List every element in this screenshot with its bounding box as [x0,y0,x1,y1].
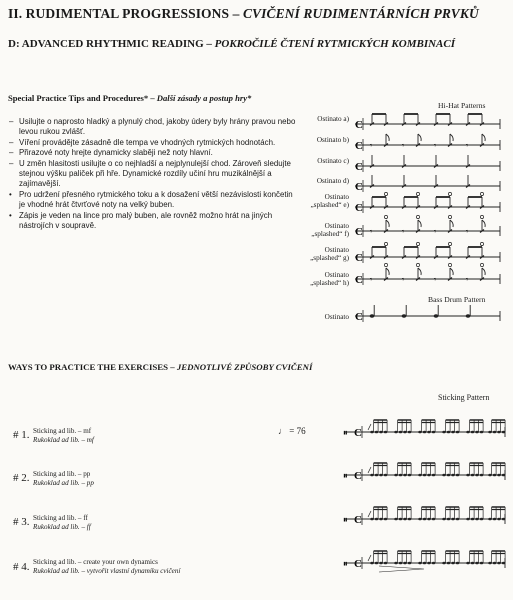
grace-note [368,555,371,561]
time-signature-c: C [355,181,363,193]
exercise-line-cz: Rukoklad ad lib. – ff [33,522,91,531]
subtitle-translation: POKROČILÉ ČTENÍ RYTMICKÝCH KOMBINACÍ [214,38,455,50]
eighth-rest: 𝄾 [466,227,469,236]
grace-note [368,424,371,430]
eighth-rest: 𝄾 [370,141,373,150]
splash-marker [416,263,419,266]
time-signature-c: C [355,140,363,152]
time-signature-c: C [355,226,363,238]
splash-marker [416,215,419,218]
note-flag [450,134,453,141]
ways-title-cz: JEDNOTLIVÉ ZPŮSOBY CVIČENÍ [176,362,313,372]
note-flag [418,268,421,275]
eighth-rest: 𝄾 [466,275,469,284]
tip-text: Usilujte o naprosto hladký a plynulý chod, jakoby údery byly hrány pravou nebo levou rukou zvlášť. [19,117,296,137]
tip-text: U změn hlasitosti usilujte o co nejhladší a nejplynulejší chod. Zároveň sledujte stejnou výšku paliček při hře. Dynamické rozdíly učiní hru muzikálnější a zajímavější. [19,158,291,189]
exercise-number-3: # 3. [13,516,30,528]
grace-note [368,511,371,517]
eighth-rest: 𝄾 [402,141,405,150]
grace-note [368,467,371,473]
percussion-clef: 𝄥 [344,559,347,569]
exercise-line-cz: Rukoklad ad lib. – mf [33,435,94,444]
splash-marker [384,192,387,195]
splash-marker [480,263,483,266]
percussion-clef: 𝄥 [344,428,347,438]
title-main: II. RUDIMENTAL PROGRESSIONS [8,6,230,21]
tip-item: • Pro udržení přesného rytmického toku a k dosažení větší nezávislosti končetin je vhodné hrát čtvrťové noty na velký buben. [9,189,293,210]
subtitle-dash: – [203,38,215,50]
note-flag [482,268,485,275]
note-flag [418,134,421,141]
ostinato-label-b: Ostinato b) [316,136,349,144]
time-signature-c: C [355,119,363,131]
tips-title-en: Special Practice Tips and Procedures* [8,93,149,103]
ostinato-label-h: Ostinato „splashed“ h) [310,271,349,287]
tip-item: – Usilujte o naprosto hladký a plynulý chod, jakoby údery byly hrány pravou nebo levou rukou zvlášť. [9,117,296,137]
tip-item: – Víření provádějte zásadně dle tempa ve vhodných rytmických hodnotách. [9,137,276,147]
splash-marker [480,242,483,245]
percussion-clef: 𝄥 [344,471,347,481]
tempo-marking: ♩ = 76 [278,426,306,436]
note-flag [386,220,389,227]
ways-title-en: WAYS TO PRACTICE THE EXERCISES [8,362,169,372]
tip-item: – Přirazové noty hrejte dynamicky slaběji než noty hlavní. [9,148,213,158]
bassdrum-ostinato-label: Ostinato [324,313,349,321]
ostinato-label-a: Ostinato a) [317,115,349,123]
tip-text: Přirazové noty hrejte dynamicky slaběji než noty hlavní. [19,148,213,158]
splash-marker [416,192,419,195]
tip-item: • Zápis je veden na lince pro malý buben, ale rovněž možno hrát na jiných nástrojích v soupravě. [9,210,273,231]
note-flag [386,268,389,275]
eighth-rest: 𝄾 [402,275,405,284]
sticking-pattern-title: Sticking Pattern [438,393,490,402]
eighth-rest: 𝄾 [434,141,437,150]
tip-text: Zápis je veden na lince pro malý buben, ale rovněž možno hrát na jiných nástrojích v soupravě. [19,210,273,231]
ostinato-label-c: Ostinato c) [317,157,349,165]
exercise-line-cz: Rukoklad ad lib. – pp [33,478,94,487]
subtitle-main: D: ADVANCED RHYTHMIC READING [8,38,204,50]
bassdrum-title: Bass Drum Pattern [428,295,486,304]
ways-title-dash: – [168,362,177,372]
time-signature-c: C [355,252,363,264]
note-head [402,314,407,318]
splash-marker [480,215,483,218]
time-signature-c: C [354,514,362,526]
tip-text: Pro udržení přesného rytmického toku a k dosažení větší nezávislosti končetin je vhodné hrát čtvrťové noty na velký buben. [19,189,293,210]
exercise-number-4: # 4. [13,561,30,573]
time-signature-c: C [355,311,363,323]
eighth-rest: 𝄾 [434,275,437,284]
note-flag [450,268,453,275]
note-flag [482,220,485,227]
tip-text: Víření provádějte zásadně dle tempa ve vhodných rytmických hodnotách. [19,137,276,147]
time-signature-c: C [354,470,362,482]
ostinato-label-g: Ostinato „splashed“ g) [310,246,349,262]
splash-marker [448,263,451,266]
ostinato-label-f: Ostinato „splashed“ f) [311,222,349,238]
eighth-rest: 𝄾 [466,141,469,150]
note-head [370,314,375,318]
ostinato-label-e: Ostinato „splashed“ e) [310,193,349,209]
exercise-line-cz: Rukoklad ad lib. – vytvořit vlastní dynamiku cvičení [33,566,181,575]
ostinato-label-d: Ostinato d) [316,177,349,185]
splash-marker [384,263,387,266]
eighth-rest: 𝄾 [370,227,373,236]
time-signature-c: C [355,202,363,214]
tips-title-cz: Další zásady a postup hry* [156,93,252,103]
splash-marker [416,242,419,245]
splash-marker [384,215,387,218]
percussion-clef: 𝄥 [344,515,347,525]
hihat-title: Hi-Hat Patterns [438,101,486,110]
exercise-number-1: # 1. [13,429,30,441]
note-head [466,314,471,318]
exercise-number-2: # 2. [13,472,30,484]
eighth-rest: 𝄾 [434,227,437,236]
time-signature-c: C [354,427,362,439]
splash-marker [448,215,451,218]
note-flag [418,220,421,227]
dynamic-hairpin [379,566,424,572]
splash-marker [448,242,451,245]
title-translation: CVIČENÍ RUDIMENTÁRNÍCH PRVKŮ [242,6,479,21]
exercise-line-en: Sticking ad lib. – mf [33,427,92,435]
tips-title-dash: – [148,93,157,103]
note-flag [386,134,389,141]
splash-marker [480,192,483,195]
eighth-rest: 𝄾 [370,275,373,284]
note-head [434,314,439,318]
exercise-line-en: Sticking ad lib. – create your own dynamics [33,558,158,566]
eighth-rest: 𝄾 [402,227,405,236]
exercise-line-en: Sticking ad lib. – pp [33,470,91,478]
splash-marker [448,192,451,195]
splash-marker [384,242,387,245]
tip-item: – U změn hlasitosti usilujte o co nejhladší a nejplynulejší chod. Zároveň sledujte stejnou výšku paliček při hře. Dynamické rozdíly učiní hru muzikálnější a zajímavější. [9,158,291,189]
title-dash: – [229,6,243,21]
note-flag [450,220,453,227]
time-signature-c: C [354,558,362,570]
note-flag [482,134,485,141]
time-signature-c: C [355,161,363,173]
time-signature-c: C [355,274,363,286]
exercise-line-en: Sticking ad lib. – ff [33,514,88,522]
